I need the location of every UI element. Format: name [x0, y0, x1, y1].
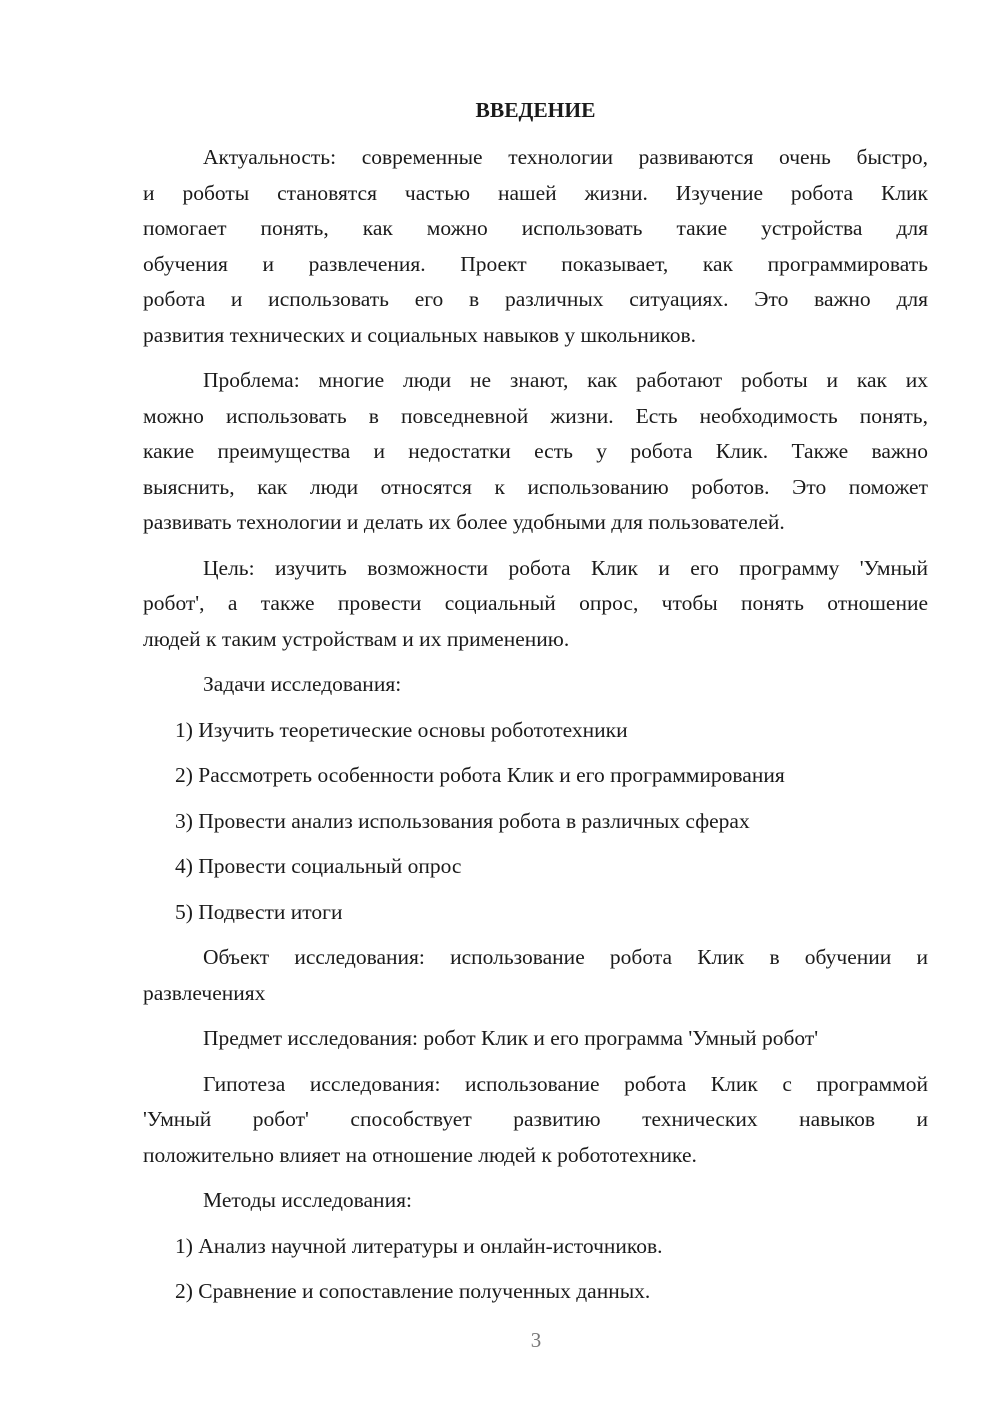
paragraph	[143, 1067, 928, 1174]
paragraph	[143, 1183, 928, 1219]
text-line: Объект исследования: использование робота Клик в обучении и	[203, 945, 928, 969]
text-line: обучения и развлечения. Проект показывает, как программировать	[143, 251, 928, 276]
intro-paragraphs	[143, 140, 928, 703]
list-item: 2) Сравнение и сопоставление полученных данных.	[175, 1279, 651, 1303]
text-line: 'Умный робот' способствует развитию технических навыков и	[143, 1107, 928, 1131]
tasks-list	[143, 713, 928, 931]
text-line: людей к таким устройствам и их применению.	[143, 626, 570, 651]
text-line: помогает понять, как можно использовать такие устройства для	[143, 216, 928, 240]
document-page	[143, 92, 928, 1320]
text-line: Цель: изучить возможности робота Клик и его программу 'Умный	[203, 555, 928, 580]
list-item: 4) Провести социальный опрос	[175, 854, 462, 878]
text-line: Проблема: многие люди не знают, как работают роботы и как их	[203, 368, 928, 392]
text-line: можно использовать в повседневной жизни. Есть необходимость понять,	[143, 403, 928, 428]
paragraph	[143, 940, 928, 1011]
list-item: 1) Анализ научной литературы и онлайн-источников.	[175, 1233, 663, 1258]
text-line: развития технических и социальных навыков у школьников.	[143, 322, 697, 347]
list-item: 3) Провести анализ использования робота в различных сферах	[175, 808, 750, 833]
text-line: и роботы становятся частью нашей жизни. Изучение робота Клик	[143, 180, 928, 205]
text-line: Гипотеза исследования: использование робота Клик с программой	[203, 1071, 928, 1096]
paragraph	[143, 551, 928, 658]
research-paragraphs	[143, 940, 928, 1219]
paragraph	[143, 363, 928, 541]
paragraph	[143, 140, 928, 353]
methods-list	[143, 1229, 928, 1310]
list-item: 5) Подвести итоги	[175, 899, 343, 924]
text-line: Методы исследования:	[203, 1188, 412, 1212]
text-line: робот', а также провести социальный опрос, чтобы понять отношение	[143, 591, 928, 615]
page-number: 3	[530, 1328, 542, 1352]
list-item: 1) Изучить теоретические основы робототехники	[175, 717, 628, 742]
text-line: выяснить, как люди относятся к использованию роботов. Это поможет	[143, 474, 928, 499]
text-line: робота и использовать его в различных ситуациях. Это важно для	[143, 287, 928, 311]
paragraph	[143, 1021, 928, 1057]
paragraph	[143, 667, 928, 703]
text-line: Актуальность: современные технологии развиваются очень быстро,	[203, 145, 928, 169]
text-line: положительно влияет на отношение людей к робототехнике.	[143, 1142, 697, 1167]
text-line: Задачи исследования:	[203, 672, 402, 696]
list-item: 2) Рассмотреть особенности робота Клик и его программирования	[175, 763, 785, 787]
text-line: развивать технологии и делать их более удобными для пользователей.	[143, 510, 785, 534]
text-line: какие преимущества и недостатки есть у робота Клик. Также важно	[143, 439, 928, 463]
text-line: развлечениях	[143, 980, 266, 1005]
text-line: Предмет исследования: робот Клик и его программа 'Умный робот'	[203, 1026, 819, 1050]
section-title: ВВЕДЕНИЕ	[475, 98, 596, 122]
